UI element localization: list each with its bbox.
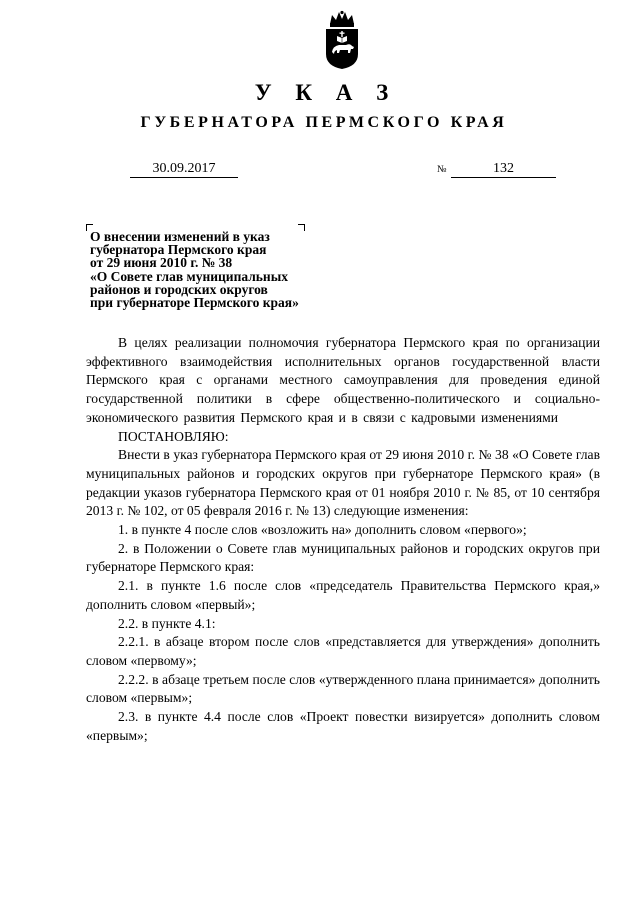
subject-line: «О Совете глав муниципальных [90,268,288,284]
document-title: У К А З [254,80,398,105]
body-paragraph: Внести в указ губернатора Пермского края от 29 июня 2010 г. № 38 «О Совете глав муниципальных районов и городских округов при губернаторе Пермского края» (в редакции указов губернатора Пермского края от 01 ноября 2010 г. № 85, от 10 сентября 2013 г. № 102, от 05 февраля 2016 г. № 13) следующие изменения: [86,447,600,519]
body-paragraph: 2. в Положении о Совете глав муниципальных районов и городских округов при губернаторе Пермского края: [86,540,600,575]
decree-date: 30.09.2017 [130,160,238,178]
body-paragraph: 2.2. в пункте 4.1: [118,615,216,631]
subject-line: губернатора Пермского края [90,242,267,258]
subject-line: от 29 июня 2010 г. № 38 [90,255,233,271]
decree-number: 132 [451,160,556,178]
decree-subject [90,230,350,309]
body-paragraph: 2.1. в пункте 1.6 после слов «председатель Правительства Пермского края,» дополнить словом «первый»; [86,578,600,612]
number-mark: № [437,164,447,175]
body-paragraph: 1. в пункте 4 после слов «возложить на» дополнить словом «первого»; [118,522,527,538]
body-paragraph: 2.2.2. в абзаце третьем после слов «утвержденного плана принимается» дополнить словом «первым»; [86,671,600,706]
body-paragraph: 2.2.1. в абзаце втором после слов «представляется для утверждения» дополнить словом «первому»; [86,634,600,668]
decree-body [86,334,600,745]
subject-line: О внесении изменений в указ [90,229,270,244]
perm-krai-coat-of-arms-icon [322,10,362,70]
subject-line: при губернаторе Пермского края» [90,295,299,311]
decree-word: ПОСТАНОВЛЯЮ: [118,428,229,444]
subject-line: районов и городских округов [90,281,268,297]
body-paragraph: 2.3. в пункте 4.4 после слов «Проект повестки визируется» дополнить словом «первым»; [86,709,600,743]
document-subtitle: ГУБЕРНАТОРА ПЕРМСКОГО КРАЯ [140,114,508,131]
preamble-paragraph: В целях реализации полномочия губернатора Пермского края по организации эффективного взаимодействия исполнительных органов государственной власти Пермского края с органами местного самоуправления для проведения единой государственной политики в сфере общественно-политического и социально-экономического развития Пермского края и в связи с кадровыми изменениями [86,335,600,425]
